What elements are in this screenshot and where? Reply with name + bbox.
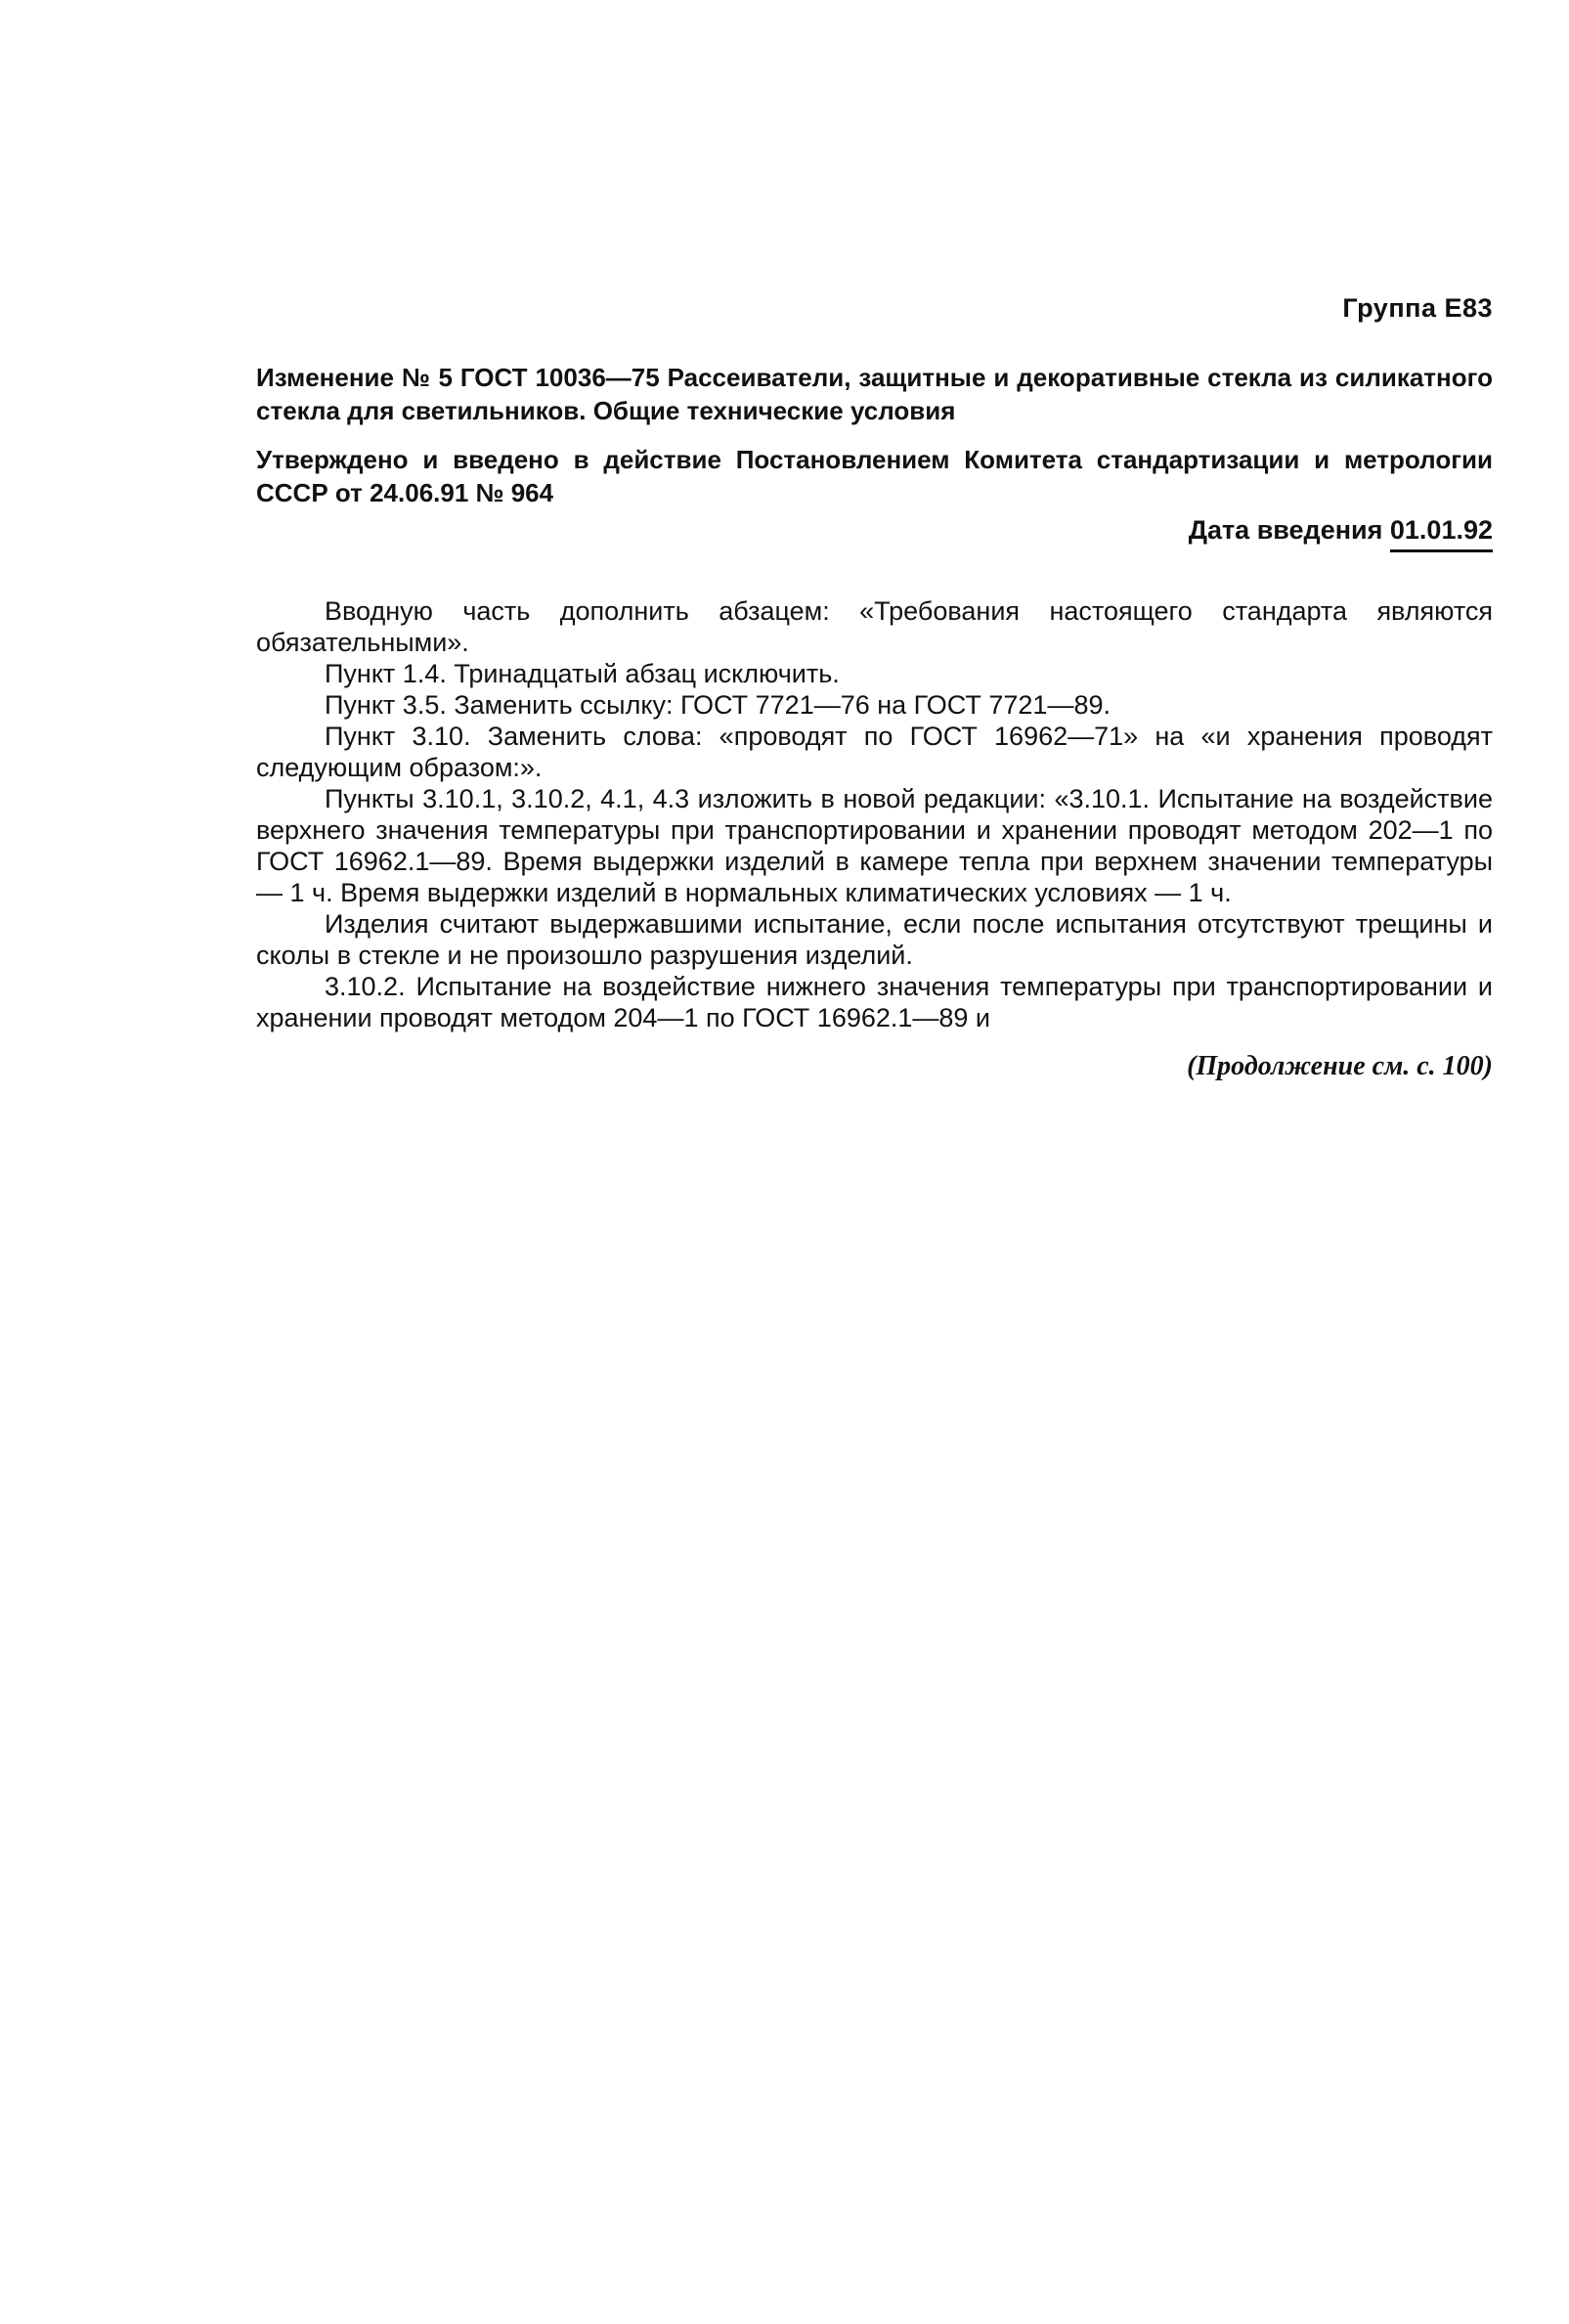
body-text bbox=[256, 595, 1493, 1033]
group-code: Группа Е83 bbox=[1342, 293, 1493, 323]
approval-statement: Утверждено и введено в действие Постановлением Комитета стандартизации и метрологии СССР от 24.06.91 № 964 bbox=[256, 445, 1493, 507]
paragraph: Пункт 1.4. Тринадцатый абзац исключить. bbox=[325, 659, 840, 688]
paragraph: Пункт 3.10. Заменить слова: «проводят по ГОСТ 16962—71» на «и хранения проводят следующим образом:». bbox=[256, 722, 1493, 782]
effective-date-value: 01.01.92 bbox=[1390, 515, 1493, 552]
effective-date bbox=[256, 515, 1493, 552]
paragraph: Вводную часть дополнить абзацем: «Требования настоящего стандарта являются обязательными». bbox=[256, 596, 1493, 657]
effective-date-label: Дата введения bbox=[1188, 515, 1383, 545]
continuation-note: (Продолжение см. с. 100) bbox=[1187, 1051, 1493, 1081]
amendment-title: Изменение № 5 ГОСТ 10036—75 Рассеиватели, защитные и декоративные стекла из силикатного стекла для светильников. Общие технические условия bbox=[256, 363, 1493, 425]
paragraph: Пункт 3.5. Заменить ссылку: ГОСТ 7721—76 на ГОСТ 7721—89. bbox=[325, 690, 1111, 720]
paragraph: Пункты 3.10.1, 3.10.2, 4.1, 4.3 изложить в новой редакции: «3.10.1. Испытание на воздействие верхнего значения температуры при транспортировании и хранении проводят методом 202—1 по ГОСТ 16962.1—89. Время выдержки изделий в камере тепла при верхнем значении температуры — 1 ч. Время выдержки изделий в нормальных климатических условиях — 1 ч. bbox=[256, 784, 1493, 907]
paragraph: Изделия считают выдержавшими испытание, если после испытания отсутствуют трещины и сколы в стекле и не произошло разрушения изделий. bbox=[256, 909, 1493, 970]
text-column bbox=[256, 293, 1493, 1082]
paragraph: 3.10.2. Испытание на воздействие нижнего значения температуры при транспортировании и хранении проводят методом 204—1 по ГОСТ 16962.1—89 и bbox=[256, 972, 1493, 1032]
